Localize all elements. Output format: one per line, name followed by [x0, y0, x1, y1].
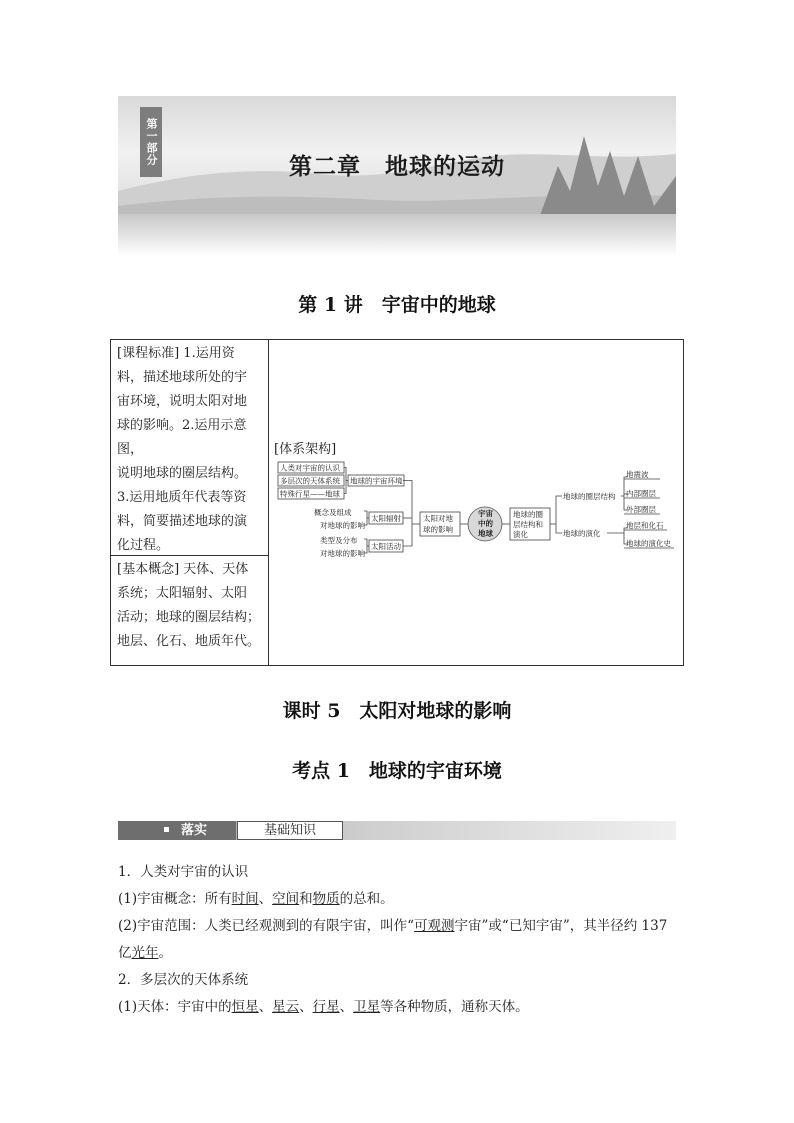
concept-line: 活动；地球的圈层结构；: [117, 610, 261, 625]
text: 等各种物质，通称天体。: [380, 999, 529, 1015]
text: (2)宇宙范围：人类已经观测到的有限宇宙，叫作“: [118, 918, 415, 934]
node-struct-evo: 地球的圈: [513, 510, 543, 519]
node-sun-effect: 太阳对地: [423, 514, 453, 523]
key-term: 行星: [312, 999, 340, 1015]
text: 亿: [118, 945, 132, 961]
text: 、: [339, 999, 354, 1015]
node-sun-effect: 球的影响: [423, 525, 453, 534]
basic-concepts-cell: [111, 556, 268, 654]
text: (1)天体：宇宙中的: [118, 999, 232, 1015]
square-bullet-icon: [164, 827, 169, 832]
node-outer-layers: 外部圈层: [626, 505, 656, 514]
text: 、: [258, 999, 273, 1015]
section-bar-left-label: 落实: [181, 823, 208, 838]
text: 。: [158, 945, 172, 961]
section-bar-left: [118, 821, 236, 840]
node-special-planet: 特殊行星——地球: [280, 489, 340, 499]
standard-line: 料，描述地球所处的宇: [117, 370, 248, 385]
text: 的总和。: [339, 891, 394, 907]
node-rad-effect: 对地球的影响: [320, 521, 365, 530]
concept-line: 系统；太阳辐射、太阳: [117, 586, 248, 601]
standard-line: 3.运用地质年代表等资: [117, 490, 247, 505]
node-solar-radiation: 太阳辐射: [371, 514, 401, 523]
paragraph: 1．人类对宇宙的认识: [118, 864, 249, 880]
node-evolution-history: 地球的演化史: [626, 539, 671, 548]
key-term: 物质: [312, 891, 340, 907]
text: 宇宙”或“已知宇宙”，其半径约 137: [454, 918, 668, 934]
paragraph: [118, 889, 680, 909]
node-struct-evo: 层结构和: [513, 520, 543, 529]
key-term: 可观测: [414, 918, 455, 934]
key-term: 恒星: [231, 999, 259, 1015]
key-term: 光年: [131, 945, 159, 961]
concept-label: [基本概念]: [117, 562, 180, 577]
node-celestial-systems: 多层次的天体系统: [280, 476, 340, 486]
paragraph: [118, 943, 680, 963]
standard-line: 1.运用资: [183, 346, 235, 361]
node-cosmic-environment: 地球的宇宙环境: [350, 476, 403, 486]
text: 、: [258, 891, 273, 907]
text: 、: [299, 999, 313, 1015]
standard-line: 说明地球的圈层结构。: [117, 466, 248, 481]
paragraph: [118, 916, 680, 936]
topic-title: 考点 1 地球的宇宙环境: [292, 760, 502, 782]
key-term: 空间: [272, 891, 300, 907]
paragraph: [118, 997, 680, 1017]
standard-line: 化过程。: [117, 538, 170, 553]
standard-line: 球的影响。2.运用示意图，: [117, 418, 247, 457]
node-rad-concept: 概念及组成: [314, 508, 352, 517]
key-term: 时间: [231, 891, 259, 907]
node-act-types: 类型及分布: [320, 536, 358, 545]
table-left-column: [111, 340, 269, 665]
part-tag: 第一部分: [140, 107, 162, 177]
standard-line: 宙环境，说明太阳对地: [117, 394, 248, 409]
node-solar-activity: 太阳活动: [371, 542, 401, 551]
key-term: 星云: [272, 999, 300, 1015]
node-strata-fossils: 地层和化石: [626, 521, 664, 530]
concept-line: 地层、化石、地质年代。: [117, 634, 261, 649]
standard-line: 料，简要描述地球的演: [117, 514, 248, 529]
curriculum-standard-cell: [111, 340, 268, 556]
text: (1)宇宙概念：所有: [118, 891, 232, 907]
center-label: 宇宙: [478, 509, 493, 518]
key-term: 卫星: [353, 999, 381, 1015]
concept-line: 天体、天体: [183, 562, 249, 577]
node-inner-layers: 内部圈层: [626, 489, 656, 498]
node-seismic-wave: 地震波: [626, 470, 649, 479]
concept-map-diagram: [272, 458, 682, 578]
paragraph: 2．多层次的天体系统: [118, 972, 249, 988]
center-label: 中的: [478, 519, 493, 528]
chapter-title: 第二章 地球的运动: [289, 154, 505, 180]
text: 和: [299, 891, 313, 907]
node-layer-structure: 地球的圈层结构: [563, 492, 616, 501]
standard-label: [课程标准]: [117, 346, 180, 361]
framework-label: [体系架构]: [274, 442, 337, 457]
lecture-title: 第 1 讲 宇宙中的地球: [298, 294, 496, 316]
node-act-effect: 对地球的影响: [320, 549, 365, 558]
center-label: 地球: [478, 529, 493, 538]
node-human-cognition: 人类对宇宙的认识: [280, 463, 340, 473]
lesson-title: 课时 5 太阳对地球的影响: [282, 700, 512, 722]
node-evolution: 地球的演化: [563, 529, 601, 538]
section-bar-right: 基础知识: [237, 821, 343, 840]
node-struct-evo: 演化: [513, 530, 528, 539]
